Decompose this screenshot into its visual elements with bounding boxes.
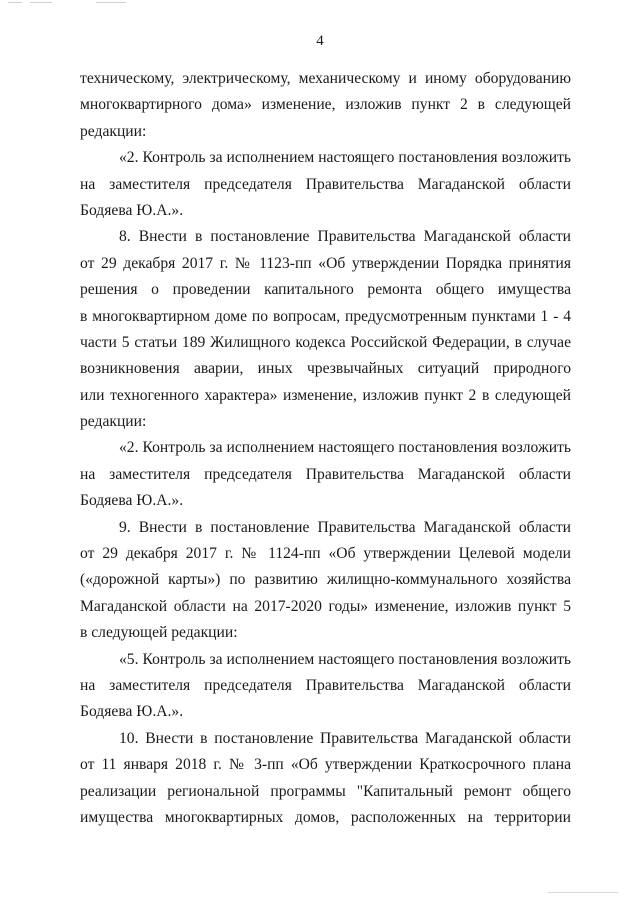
text-line: «5. Контроль за исполнением настоящего постановления возложить <box>119 650 571 668</box>
text-line: («дорожной карты») по развитию жилищно-коммунального хозяйства <box>80 571 571 589</box>
text-line: возникновения аварии, иных чрезвычайных ситуаций природного <box>80 360 571 378</box>
text-line: техническому, электрическому, механическому и иному оборудованию <box>80 70 571 87</box>
text-line: имущества многоквартирных домов, расположенных на территории <box>80 808 571 826</box>
text-line: от 11 января 2018 г. № 3-пп «Об утверждении Краткосрочного плана <box>80 756 571 774</box>
text-line: на заместителя председателя Правительства Магаданской области <box>80 676 571 694</box>
text-line: реализации региональной программы "Капитальный ремонт общего <box>80 782 571 800</box>
text-line: 10. Внести в постановление Правительства Магаданской области <box>119 729 571 747</box>
scan-artifact <box>548 892 618 893</box>
text-line: на заместителя председателя Правительства Магаданской области <box>80 175 571 193</box>
scan-artifact <box>96 2 126 3</box>
text-line: решения о проведении капитального ремонта общего имущества <box>80 281 571 299</box>
document-body <box>80 66 571 831</box>
text-line: «2. Контроль за исполнением настоящего постановления возложить <box>119 149 571 167</box>
text-line: «2. Контроль за исполнением настоящего постановления возложить <box>119 439 571 457</box>
text-line: или техногенного характера» изменение, изложив пункт 2 в следующей <box>80 386 571 404</box>
text-line: 8. Внести в постановление Правительства Магаданской области <box>119 228 571 246</box>
page-number: 4 <box>316 33 324 49</box>
text-line: Магаданской области на 2017-2020 годы» изменение, изложив пункт 5 <box>80 597 571 615</box>
text-line: в многоквартирном доме по вопросам, предусмотренным пунктами 1 - 4 <box>80 307 571 325</box>
text-line: на заместителя председателя Правительства Магаданской области <box>80 465 571 483</box>
text-line: Бодяева Ю.А.». <box>80 703 184 721</box>
text-line: редакции: <box>80 122 147 140</box>
text-line: от 29 декабря 2017 г. № 1123-пп «Об утверждении Порядка принятия <box>80 254 571 272</box>
text-line: в следующей редакции: <box>80 624 238 642</box>
text-line: редакции: <box>80 413 147 431</box>
text-line: Бодяева Ю.А.». <box>80 492 184 510</box>
text-line: многоквартирного дома» изменение, изложив пункт 2 в следующей <box>80 96 571 114</box>
text-line: 9. Внести в постановление Правительства Магаданской области <box>119 518 571 536</box>
scan-artifact <box>30 2 52 3</box>
scan-artifact <box>8 2 22 3</box>
text-line: Бодяева Ю.А.». <box>80 201 184 219</box>
text-line: от 29 декабря 2017 г. № 1124-пп «Об утверждении Целевой модели <box>80 545 571 563</box>
text-line: части 5 статьи 189 Жилищного кодекса Российской Федерации, в случае <box>80 333 571 351</box>
